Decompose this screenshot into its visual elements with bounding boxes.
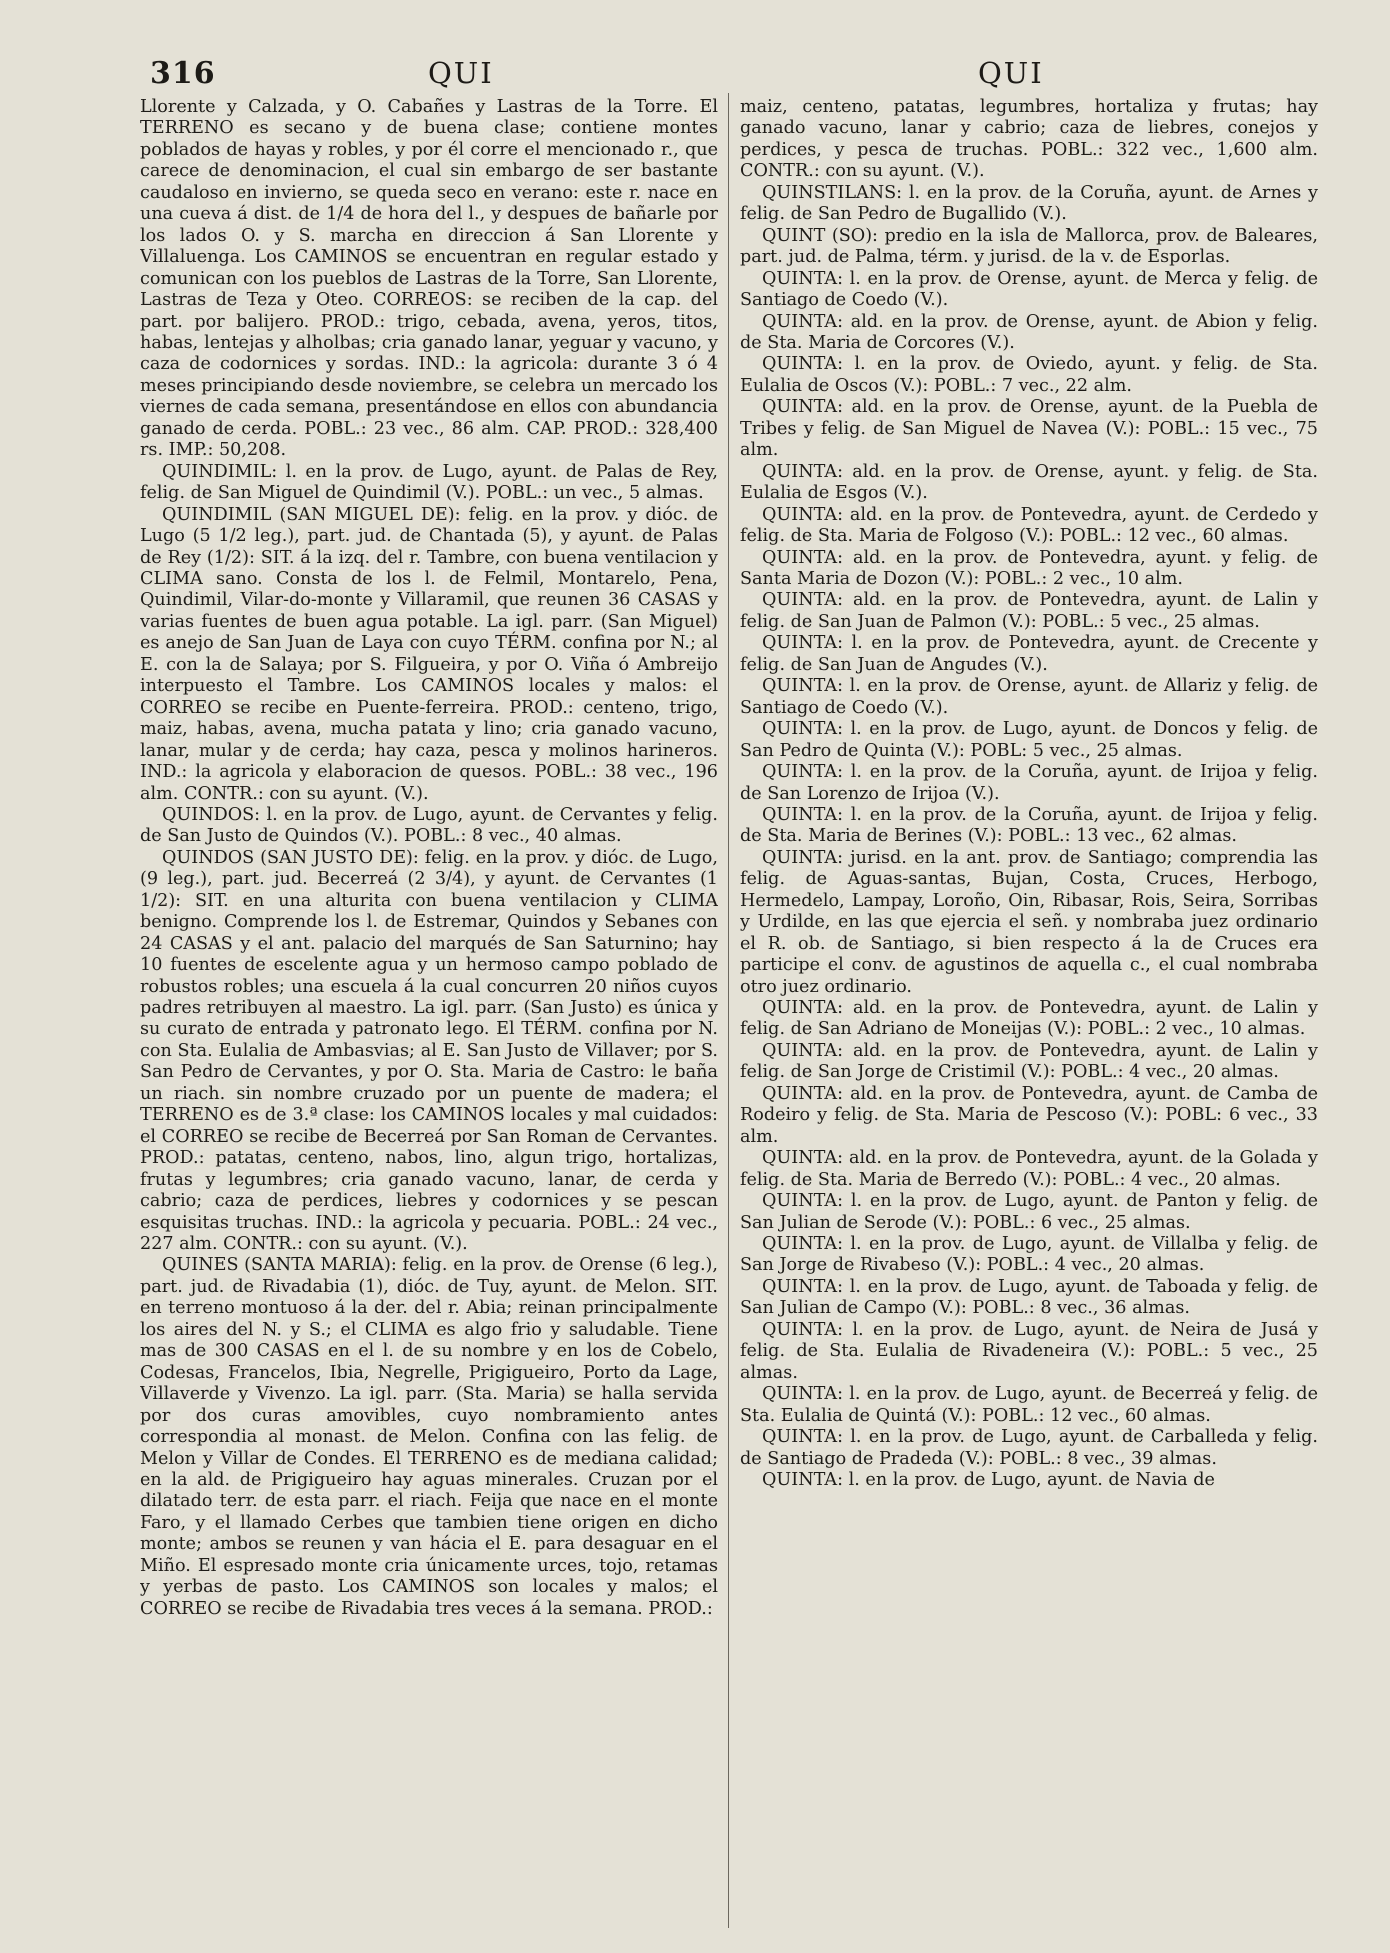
left-column-entry: QUINDIMIL (SAN MIGUEL DE): felig. en la prov. y dióc. de Lugo (5 1/2 leg.), part. jud. de Chantada (5), y ayunt. de Palas de Rey (1/2): SIT. á la izq. del r. Tambre, con buena ventilacion y CLIMA sano. Consta de los l. de Felmil, Montarelo, Pena, Quindimil, Vilar-do-monte y Villaramil, que reunen 36 CASAS y varias fuentes de buen agua potable. La igl. parr. (San Miguel) es anejo de San Juan de Laya con cuyo TÉRM. confina por N.; al E. con la de Salaya; por S. Filgueira, y por O. Viña ó Ambreijo interpuesto el Tambre. Los CAMINOS locales y malos: el CORREO se recibe en Puente-ferreira. PROD.: centeno, trigo, maiz, habas, avena, mucha patata y lino; cria ganado vacuno, lanar, mular y de cerda; hay caza, pesca y molinos harineros. IND.: la agricola y elaboracion de quesos. POBL.: 38 vec., 196 alm. CONTR.: con su ayunt. (V.).	[140, 504, 718, 804]
right-column-entry: QUINTA: l. en la prov. de Lugo, ayunt. de Carballeda y felig. de Santiago de Pradeda (V.): POBL.: 8 vec., 39 almas.	[740, 1427, 1318, 1469]
right-column-entry: QUINTA: l. en la prov. de la Coruña, ayunt. de Irijoa y felig. de San Lorenzo de Irijoa (V.).	[740, 762, 1318, 804]
right-column-entry: QUINTA: l. en la prov. de Orense, ayunt. de Merca y felig. de Santiago de Coedo (V.).	[740, 268, 1318, 311]
right-column-entry: QUINTA: l. en la prov. de Lugo, ayunt. de Panton y felig. de San Julian de Serode (V.): POBL.: 6 vec., 25 almas.	[740, 1191, 1318, 1233]
left-column-entry: QUINES (SANTA MARIA): felig. en la prov. de Orense (6 leg.), part. jud. de Rivadabia (1), dióc. de Tuy, ayunt. de Melon. SIT. en terreno montuoso á la der. del r. Abia; reinan principalmente los aires del N. y S.; el CLIMA es algo frio y saludable. Tiene mas de 300 CASAS en el l. de su nombre y en los de Cobelo, Codesas, Francelos, Ibia, Negrelle, Prigigueiro, Porto da Lage, Villaverde y Vivenzo. La igl. parr. (Sta. Maria) se halla servida por dos curas amovibles, cuyo nombramiento antes correspondia al monast. de Melon. Confina con las felig. de Melon y Villar de Condes. El TERRENO es de mediana calidad; en la ald. de Prigigueiro hay aguas minerales. Cruzan por el dilatado terr. de esta parr. el riach. Feija que nace en el monte Faro, y el llamado Cerbes que tambien tiene origen en dicho monte; ambos se reunen y van hácia el E. para desaguar en el Miño. El espresado monte cria únicamente urces, tojo, retamas y yerbas de pasto. Los CAMINOS son locales y malos; el CORREO se recibe de Rivadabia tres veces á la semana. PROD.:	[140, 1255, 718, 1619]
running-head-left: QUI	[428, 56, 494, 90]
right-column-entry: QUINTA: l. en la prov. de Lugo, ayunt. de Becerreá y felig. de Sta. Eulalia de Quintá (V.): POBL.: 12 vec., 60 almas.	[740, 1384, 1318, 1426]
right-column-entry: QUINTA: ald. en la prov. de Pontevedra, ayunt. de Camba de Rodeiro y felig. de Sta. Maria de Pescoso (V.): POBL: 6 vec., 33 alm.	[740, 1083, 1318, 1147]
right-column-entry: QUINSTILANS: l. en la prov. de la Coruña, ayunt. de Arnes y felig. de San Pedro de Bugallido (V.).	[740, 182, 1318, 225]
right-column-entry: QUINTA: l. en la prov. de Lugo, ayunt. de Doncos y felig. de San Pedro de Quinta (V.): POBL: 5 vec., 25 almas.	[740, 719, 1318, 761]
page-number: 316	[150, 56, 216, 91]
right-column-entry: QUINTA: l. en la prov. de Oviedo, ayunt. y felig. de Sta. Eulalia de Oscos (V.): POBL.: 7 vec., 22 alm.	[740, 354, 1318, 396]
right-column-entry: QUINTA: l. en la prov. de Lugo, ayunt. de Taboada y felig. de San Julian de Campo (V.): POBL.: 8 vec., 36 almas.	[740, 1276, 1318, 1319]
right-column	[740, 97, 1318, 1927]
right-column-entry: QUINTA: l. en la prov. de Lugo, ayunt. de Villalba y felig. de San Jorge de Rivabeso (V.): POBL.: 4 vec., 20 almas.	[740, 1234, 1318, 1276]
right-column-entry: QUINTA: ald. en la prov. de Orense, ayunt. y felig. de Sta. Eulalia de Esgos (V.).	[740, 461, 1318, 504]
right-column-entry: QUINTA: ald. en la prov. de Orense, ayunt. de Abion y felig. de Sta. Maria de Corcores (V.).	[740, 311, 1318, 353]
right-column-entry: QUINTA: l. en la prov. de Orense, ayunt. de Allariz y felig. de Santiago de Coedo (V.).	[740, 676, 1318, 718]
left-column-entry: QUINDOS (SAN JUSTO DE): felig. en la prov. y dióc. de Lugo, (9 leg.), part. jud. Becerreá (2 3/4), y ayunt. de Cervantes (1 1/2): SIT. en una alturita con buena ventilacion y CLIMA benigno. Comprende los l. de Estremar, Quindos y Sebanes con 24 CASAS y el ant. palacio del marqués de San Saturnino; hay 10 fuentes de escelente agua y un hermoso campo poblado de robustos robles; una escuela á la cual concurren 20 niños cuyos padres retribuyen al maestro. La igl. parr. (San Justo) es única y su curato de entrada y patronato lego. El TÉRM. confina por N. con Sta. Eulalia de Ambasvias; al E. San Justo de Villaver; por S. San Pedro de Cervantes, y por O. Sta. Maria de Castro: le baña un riach. sin nombre cruzado por un puente de madera; el TERRENO es de 3.ª clase: los CAMINOS locales y mal cuidados: el CORREO se recibe de Becerreá por San Roman de Cervantes. PROD.: patatas, centeno, nabos, lino, algun trigo, hortalizas, frutas y legumbres; cria ganado vacuno, lanar, de cerda y cabrio; caza de perdices, liebres y codornices y se pescan esquisitas truchas. IND.: la agricola y pecuaria. POBL.: 24 vec., 227 alm. CONTR.: con su ayunt. (V.).	[140, 847, 718, 1255]
right-column-entry: maiz, centeno, patatas, legumbres, hortaliza y frutas; hay ganado vacuno, lanar y cabrio; caza de liebres, conejos y perdices, y pesca de truchas. POBL.: 322 vec., 1,600 alm. CONTR.: con su ayunt. (V.).	[740, 97, 1318, 182]
page-header	[140, 56, 1320, 100]
running-head-right: QUI	[978, 56, 1044, 90]
right-column-entry: QUINTA: ald. en la prov. de Pontevedra, ayunt. de la Golada y felig. de Sta. Maria de Berredo (V.): POBL.: 4 vec., 20 almas.	[740, 1148, 1318, 1190]
left-column-entry: Llorente y Calzada, y O. Cabañes y Lastras de la Torre. El TERRENO es secano y de buena clase; contiene montes poblados de hayas y robles, y por él corre el mencionado r., que carece de denominacion, el cual sin embargo de ser bastante caudaloso en invierno, se queda seco en verano: este r. nace en una cueva á dist. de 1/4 de hora del l., y despues de bañarle por los lados O. y S. marcha en direccion á San Llorente y Villaluenga. Los CAMINOS se encuentran en regular estado y comunican con los pueblos de Lastras de la Torre, San Llorente, Lastras de Teza y Oteo. CORREOS: se reciben de la cap. del part. por balijero. PROD.: trigo, cebada, avena, yeros, titos, habas, lentejas y alholbas; cria ganado lanar, yeguar y vacuno, y caza de codornices y sordas. IND.: la agricola: durante 3 ó 4 meses principiando desde noviembre, se celebra un mercado los viernes de cada semana, presentándose en ellos con abundancia ganado de cerda. POBL.: 23 vec., 86 alm. CAP. PROD.: 328,400 rs. IMP.: 50,208.	[140, 97, 718, 461]
right-column-entry: QUINTA: ald. en la prov. de Pontevedra, ayunt. de Lalin y felig. de San Adriano de Moneijas (V.): POBL.: 2 vec., 10 almas.	[740, 998, 1318, 1040]
right-column-entry: QUINTA: jurisd. en la ant. prov. de Santiago; comprendia las felig. de Aguas-santas, Bujan, Costa, Cruces, Herbogo, Hermedelo, Lampay, Loroño, Oin, Ribasar, Rois, Seira, Sorribas y Urdilde, en las que ejercia el señ. y nombraba juez ordinario el R. ob. de Santiago, si bien respecto á la de Cruces era participe el conv. de agustinos de aquella c., el cual nombraba otro juez ordinario.	[740, 847, 1318, 997]
left-column-entry: QUINDOS: l. en la prov. de Lugo, ayunt. de Cervantes y felig. de San Justo de Quindos (V.). POBL.: 8 vec., 40 almas.	[140, 804, 718, 847]
right-column-entry: QUINTA: ald. en la prov. de Orense, ayunt. de la Puebla de Tribes y felig. de San Miguel de Navea (V.): POBL.: 15 vec., 75 alm.	[740, 397, 1318, 461]
column-divider	[728, 93, 729, 1928]
right-column-entry: QUINTA: l. en la prov. de Pontevedra, ayunt. de Crecente y felig. de San Juan de Angudes (V.).	[740, 633, 1318, 675]
right-column-entry: QUINTA: l. en la prov. de Lugo, ayunt. de Navia de	[762, 1470, 1215, 1490]
left-column	[140, 97, 718, 1927]
right-column-entry: QUINTA: l. en la prov. de Lugo, ayunt. de Neira de Jusá y felig. de Sta. Eulalia de Rivadeneira (V.): POBL.: 5 vec., 25 almas.	[740, 1319, 1318, 1383]
right-column-entry: QUINTA: ald. en la prov. de Pontevedra, ayunt. de Lalin y felig. de San Juan de Palmon (V.): POBL.: 5 vec., 25 almas.	[740, 590, 1318, 632]
right-column-entry: QUINTA: ald. en la prov. de Pontevedra, ayunt. de Cerdedo y felig. de Sta. Maria de Folgoso (V.): POBL.: 12 vec., 60 almas.	[740, 504, 1318, 547]
left-column-entry: QUINDIMIL: l. en la prov. de Lugo, ayunt. de Palas de Rey, felig. de San Miguel de Quindimil (V.). POBL.: un vec., 5 almas.	[140, 461, 718, 504]
right-column-entry: QUINTA: ald. en la prov. de Pontevedra, ayunt. de Lalin y felig. de San Jorge de Cristimil (V.): POBL.: 4 vec., 20 almas.	[740, 1040, 1318, 1083]
right-column-entry: QUINT (SO): predio en la isla de Mallorca, prov. de Baleares, part. jud. de Palma, térm. y jurisd. de la v. de Esporlas.	[740, 225, 1318, 268]
right-column-entry: QUINTA: ald. en la prov. de Pontevedra, ayunt. y felig. de Santa Maria de Dozon (V.): POBL.: 2 vec., 10 alm.	[740, 547, 1318, 589]
right-column-entry: QUINTA: l. en la prov. de la Coruña, ayunt. de Irijoa y felig. de Sta. Maria de Berines (V.): POBL.: 13 vec., 62 almas.	[740, 804, 1318, 847]
